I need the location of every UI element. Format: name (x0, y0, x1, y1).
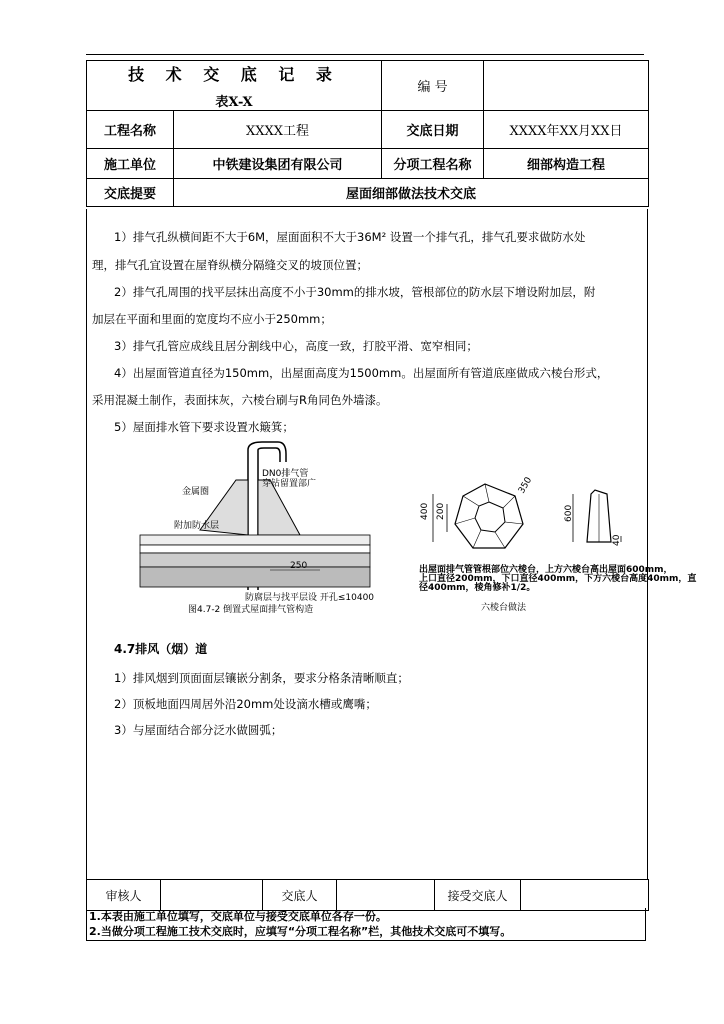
top-border (86, 54, 644, 55)
para-1b: 理，排气孔宜设置在屋脊纵横分隔缝交叉的坡顶位置； (92, 258, 368, 272)
dim-600: 600 (564, 504, 574, 522)
note-2: 2.当做分项工程施工技术交底时，应填写“分项工程名称”栏，其他技术交底可不填写。 (89, 925, 512, 938)
hexagonal-frustum-figure (415, 475, 697, 616)
summary-label: 交底提要 (87, 179, 174, 207)
label-dim: 250 (290, 561, 308, 571)
signature-table (86, 879, 649, 911)
label-pipe-2: 穿钻留置部广 (262, 479, 317, 489)
form-title: 技 术 交 底 记 录 (128, 64, 340, 84)
para-4a: 4）出屋面管道直径为150mm，出屋面高度为1500mm。出屋面所有管道底座做成六棱台形式， (114, 366, 609, 380)
label-mortar: 金属圈 (182, 487, 210, 497)
reviewer-value[interactable] (161, 880, 263, 911)
label-extra-layer: 附加防水层 (174, 521, 220, 531)
discloser-value[interactable] (337, 880, 435, 911)
form-number: 表X-X (215, 94, 253, 110)
notes-box (86, 908, 646, 941)
discloser-label: 交底人 (263, 880, 337, 911)
frustum-note-1: 出屋面排气管管根部位六棱台，上方六棱台高出屋面600mm， (419, 565, 673, 575)
receiver-label: 接受交底人 (435, 880, 521, 911)
section-title-4-7: 4.7排风（烟）道 (114, 642, 208, 656)
subproject-value[interactable]: 细部构造工程 (484, 149, 649, 179)
project-name-value[interactable]: XXXX工程 (174, 111, 382, 149)
note-1: 1.本表由施工单位填写，交底单位与接受交底单位各存一份。 (89, 910, 387, 923)
para-3: 3）排气孔管应成线且居分割线中心，高度一致，打胶平滑、宽窄相同； (114, 339, 478, 353)
para-2b: 加层在平面和里面的宽度均不应小于250mm； (92, 312, 332, 326)
frustum-note-3: 径400mm，棱角修补1/2。 (419, 583, 536, 593)
unit-value[interactable]: 中铁建设集团有限公司 (174, 149, 382, 179)
vent-pipe-detail-figure (140, 440, 375, 618)
date-value[interactable]: XXXX年XX月XX日 (484, 111, 649, 149)
title-cell (87, 61, 382, 111)
project-name-label: 工程名称 (87, 111, 174, 149)
dim-400: 400 (420, 502, 430, 520)
date-label: 交底日期 (382, 111, 484, 149)
unit-label: 施工单位 (87, 149, 174, 179)
subproject-label: 分项工程名称 (382, 149, 484, 179)
label-pipe: DN0排气管 (262, 469, 309, 479)
figure-left-caption: 图4.7-2 倒置式屋面排气管构造 (188, 605, 314, 615)
reviewer-label: 审核人 (87, 880, 161, 911)
section-item-1: 1）排风烟到顶面面层镶嵌分割条，要求分格条清晰顺直； (114, 671, 409, 685)
para-4b: 采用混凝土制作，表面抹灰，六棱台刷与R角同色外墙漆。 (92, 393, 388, 407)
frustum-note-2: 上口直径200mm，下口直径400mm，下方六棱台高度40mm，直 (419, 574, 697, 584)
para-1a: 1）排气孔纵横间距不大于6M，屋面面积不大于36M² 设置一个排气孔，排气孔要求做防水处 (114, 230, 586, 244)
section-item-3: 3）与屋面结合部分泛水做圆弧； (114, 723, 283, 737)
para-2a: 2）排气孔周围的找平层抹出高度不小于30mm的排水坡，管根部位的防水层下增设附加层，附 (114, 285, 596, 299)
receiver-value[interactable] (521, 880, 649, 911)
number-value[interactable] (484, 61, 649, 111)
dim-40: 40 (612, 534, 622, 546)
dim-200: 200 (436, 502, 446, 520)
summary-value[interactable]: 屋面细部做法技术交底 (174, 179, 649, 207)
label-bottom: 防腐层与找平层设 开孔≤10400 (245, 593, 375, 603)
section-item-2: 2）顶板地面四周居外沿20mm处设滴水槽或鹰嘴； (114, 697, 377, 711)
header-table (86, 60, 649, 207)
para-5: 5）屋面排水管下要求设置水簸箕； (114, 420, 294, 434)
figure-right-caption: 六棱台做法 (481, 603, 527, 613)
number-label: 编 号 (382, 61, 484, 111)
dim-350: 350 (516, 475, 535, 496)
